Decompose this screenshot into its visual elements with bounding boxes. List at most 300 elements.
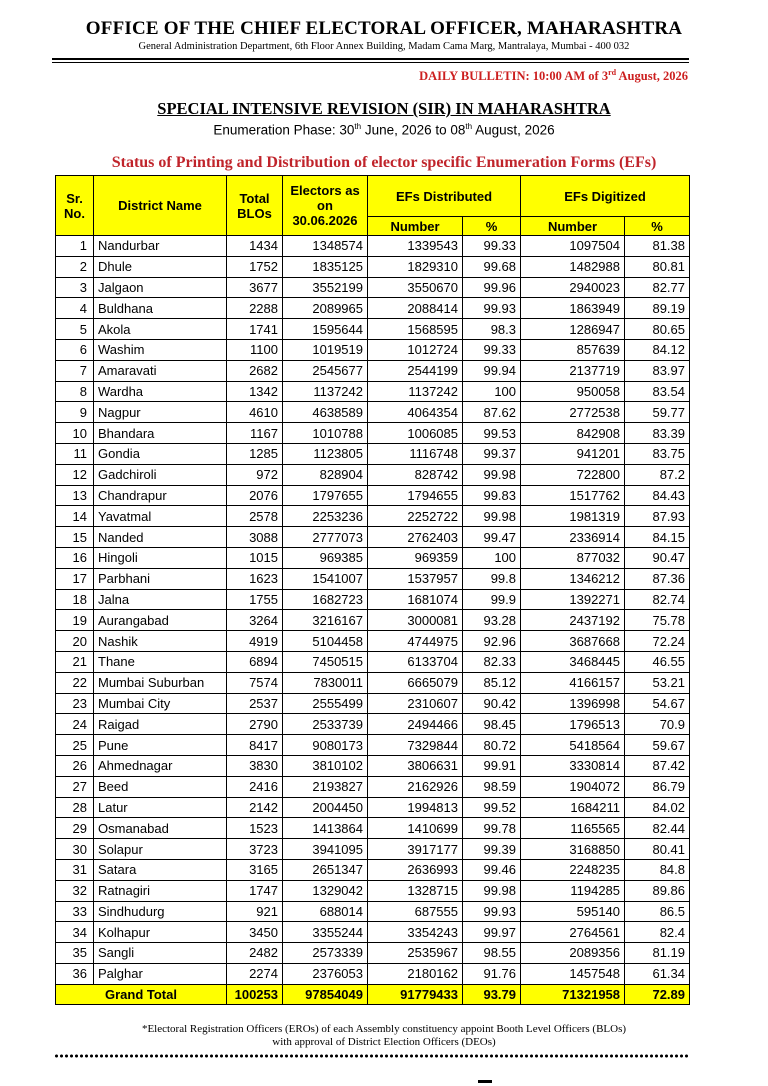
- row-digitized-number: 1457548: [521, 963, 625, 984]
- row-digitized-number: 1517762: [521, 485, 625, 506]
- row-total-blos: 2288: [227, 298, 283, 319]
- table-row: [56, 818, 690, 839]
- row-sr-no: 18: [56, 589, 94, 610]
- row-digitized-percent: 59.67: [625, 735, 690, 756]
- table-row: [56, 256, 690, 277]
- grand-total-digitized-percent: 72.89: [625, 984, 690, 1005]
- row-district: Sangli: [94, 943, 227, 964]
- row-distributed-percent: 99.98: [463, 506, 521, 527]
- row-digitized-number: 595140: [521, 901, 625, 922]
- row-digitized-number: 5418564: [521, 735, 625, 756]
- office-address: General Administration Department, 6th Floor Annex Building, Madam Cama Marg, Mantralaya, Mumbai - 400 032: [138, 41, 630, 52]
- row-distributed-number: 2494466: [368, 714, 463, 735]
- row-total-blos: 1741: [227, 319, 283, 340]
- row-distributed-number: 1012724: [368, 339, 463, 360]
- row-distributed-number: 828742: [368, 464, 463, 485]
- row-distributed-percent: 80.72: [463, 735, 521, 756]
- row-electors: 1682723: [283, 589, 368, 610]
- col-header-electors: Electors as on 30.06.2026: [283, 176, 368, 236]
- row-distributed-percent: 99.93: [463, 298, 521, 319]
- row-district: Chandrapur: [94, 485, 227, 506]
- row-sr-no: 30: [56, 839, 94, 860]
- row-district: Sindhudurg: [94, 901, 227, 922]
- row-district: Nagpur: [94, 402, 227, 423]
- row-electors: 1010788: [283, 423, 368, 444]
- table-row: [56, 547, 690, 568]
- row-distributed-number: 2535967: [368, 943, 463, 964]
- row-digitized-percent: 80.41: [625, 839, 690, 860]
- row-total-blos: 6894: [227, 651, 283, 672]
- row-digitized-number: 1286947: [521, 319, 625, 340]
- row-distributed-percent: 98.3: [463, 319, 521, 340]
- row-district: Kolhapur: [94, 922, 227, 943]
- row-total-blos: 3450: [227, 922, 283, 943]
- row-district: Parbhani: [94, 568, 227, 589]
- table-row: [56, 339, 690, 360]
- table-row: [56, 277, 690, 298]
- row-total-blos: 1015: [227, 547, 283, 568]
- row-distributed-number: 3550670: [368, 277, 463, 298]
- row-electors: 7830011: [283, 672, 368, 693]
- row-total-blos: 2416: [227, 776, 283, 797]
- row-electors: 2777073: [283, 527, 368, 548]
- row-distributed-percent: 99.53: [463, 423, 521, 444]
- row-digitized-percent: 80.81: [625, 256, 690, 277]
- row-digitized-percent: 81.38: [625, 236, 690, 257]
- row-digitized-percent: 84.15: [625, 527, 690, 548]
- row-digitized-number: 1346212: [521, 568, 625, 589]
- row-digitized-percent: 86.79: [625, 776, 690, 797]
- row-total-blos: 972: [227, 464, 283, 485]
- row-district: Akola: [94, 319, 227, 340]
- row-sr-no: 16: [56, 547, 94, 568]
- row-distributed-number: 1537957: [368, 568, 463, 589]
- row-total-blos: 2142: [227, 797, 283, 818]
- row-total-blos: 2537: [227, 693, 283, 714]
- row-digitized-number: 2089356: [521, 943, 625, 964]
- row-distributed-percent: 91.76: [463, 963, 521, 984]
- row-electors: 2089965: [283, 298, 368, 319]
- col-header-district: District Name: [94, 176, 227, 236]
- row-distributed-number: 2252722: [368, 506, 463, 527]
- row-sr-no: 21: [56, 651, 94, 672]
- table-row: [56, 506, 690, 527]
- table-row: [56, 901, 690, 922]
- row-digitized-percent: 84.43: [625, 485, 690, 506]
- row-total-blos: 2076: [227, 485, 283, 506]
- row-electors: 1348574: [283, 236, 368, 257]
- row-distributed-percent: 87.62: [463, 402, 521, 423]
- row-digitized-percent: 82.44: [625, 818, 690, 839]
- row-sr-no: 25: [56, 735, 94, 756]
- row-electors: 3216167: [283, 610, 368, 631]
- row-sr-no: 11: [56, 443, 94, 464]
- table-row: [56, 735, 690, 756]
- row-digitized-number: 2772538: [521, 402, 625, 423]
- row-electors: 1137242: [283, 381, 368, 402]
- row-distributed-number: 1794655: [368, 485, 463, 506]
- row-distributed-number: 1339543: [368, 236, 463, 257]
- row-digitized-number: 722800: [521, 464, 625, 485]
- row-sr-no: 22: [56, 672, 94, 693]
- row-sr-no: 10: [56, 423, 94, 444]
- row-sr-no: 4: [56, 298, 94, 319]
- row-distributed-percent: 99.78: [463, 818, 521, 839]
- table-row: [56, 963, 690, 984]
- row-distributed-percent: 99.37: [463, 443, 521, 464]
- row-sr-no: 35: [56, 943, 94, 964]
- row-digitized-number: 1904072: [521, 776, 625, 797]
- row-digitized-percent: 53.21: [625, 672, 690, 693]
- table-row: [56, 943, 690, 964]
- row-digitized-number: 2764561: [521, 922, 625, 943]
- row-sr-no: 13: [56, 485, 94, 506]
- header-rule-thin: [52, 62, 689, 63]
- row-total-blos: 1752: [227, 256, 283, 277]
- row-total-blos: 1523: [227, 818, 283, 839]
- col-header-efs-digitized: EFs Digitized: [521, 176, 690, 217]
- row-digitized-number: 1863949: [521, 298, 625, 319]
- row-total-blos: 2274: [227, 963, 283, 984]
- row-distributed-percent: 99.47: [463, 527, 521, 548]
- row-distributed-number: 3000081: [368, 610, 463, 631]
- row-distributed-number: 3917177: [368, 839, 463, 860]
- grand-total-blos: 100253: [227, 984, 283, 1005]
- row-electors: 7450515: [283, 651, 368, 672]
- row-digitized-percent: 81.19: [625, 943, 690, 964]
- row-digitized-percent: 70.9: [625, 714, 690, 735]
- row-electors: 3941095: [283, 839, 368, 860]
- row-digitized-number: 3330814: [521, 755, 625, 776]
- row-sr-no: 24: [56, 714, 94, 735]
- row-distributed-number: 1994813: [368, 797, 463, 818]
- row-digitized-percent: 84.02: [625, 797, 690, 818]
- office-title: OFFICE OF THE CHIEF ELECTORAL OFFICER, MAHARASHTRA: [85, 18, 683, 39]
- row-electors: 3355244: [283, 922, 368, 943]
- col-header-digitized-percent: %: [625, 217, 690, 236]
- row-district: Ahmednagar: [94, 755, 227, 776]
- row-digitized-number: 1392271: [521, 589, 625, 610]
- row-district: Jalgaon: [94, 277, 227, 298]
- row-sr-no: 9: [56, 402, 94, 423]
- row-distributed-percent: 99.83: [463, 485, 521, 506]
- row-distributed-percent: 99.9: [463, 589, 521, 610]
- row-total-blos: 4919: [227, 631, 283, 652]
- row-distributed-number: 3354243: [368, 922, 463, 943]
- row-digitized-percent: 87.2: [625, 464, 690, 485]
- row-distributed-percent: 99.97: [463, 922, 521, 943]
- table-row: [56, 527, 690, 548]
- table-row: [56, 693, 690, 714]
- row-distributed-percent: 99.93: [463, 901, 521, 922]
- table-row: [56, 236, 690, 257]
- row-total-blos: 3165: [227, 859, 283, 880]
- col-header-distributed-percent: %: [463, 217, 521, 236]
- row-total-blos: 3264: [227, 610, 283, 631]
- row-district: Gadchiroli: [94, 464, 227, 485]
- row-total-blos: 1747: [227, 880, 283, 901]
- row-district: Buldhana: [94, 298, 227, 319]
- row-total-blos: 4610: [227, 402, 283, 423]
- row-total-blos: 8417: [227, 735, 283, 756]
- row-district: Nashik: [94, 631, 227, 652]
- row-distributed-percent: 99.39: [463, 839, 521, 860]
- col-header-digitized-number: Number: [521, 217, 625, 236]
- row-electors: 1019519: [283, 339, 368, 360]
- table-row: [56, 589, 690, 610]
- row-distributed-number: 2762403: [368, 527, 463, 548]
- row-district: Dhule: [94, 256, 227, 277]
- daily-bulletin: DAILY BULLETIN: 10:00 AM of 3rd August, 2026: [419, 68, 688, 84]
- row-distributed-number: 969359: [368, 547, 463, 568]
- row-sr-no: 5: [56, 319, 94, 340]
- row-electors: 828904: [283, 464, 368, 485]
- row-digitized-percent: 90.47: [625, 547, 690, 568]
- row-distributed-number: 7329844: [368, 735, 463, 756]
- row-district: Palghar: [94, 963, 227, 984]
- row-distributed-number: 4744975: [368, 631, 463, 652]
- row-district: Nandurbar: [94, 236, 227, 257]
- row-electors: 1595644: [283, 319, 368, 340]
- row-distributed-number: 1328715: [368, 880, 463, 901]
- table-row: [56, 485, 690, 506]
- row-district: Mumbai City: [94, 693, 227, 714]
- row-district: Pune: [94, 735, 227, 756]
- row-district: Beed: [94, 776, 227, 797]
- row-digitized-percent: 82.4: [625, 922, 690, 943]
- row-sr-no: 19: [56, 610, 94, 631]
- row-total-blos: 1434: [227, 236, 283, 257]
- row-distributed-percent: 98.55: [463, 943, 521, 964]
- row-digitized-number: 2940023: [521, 277, 625, 298]
- row-distributed-percent: 99.33: [463, 339, 521, 360]
- row-sr-no: 23: [56, 693, 94, 714]
- row-sr-no: 26: [56, 755, 94, 776]
- grand-total-row: [56, 984, 690, 1005]
- row-sr-no: 12: [56, 464, 94, 485]
- footnote-line-2: with approval of District Election Officers (DEOs): [272, 1036, 496, 1048]
- table-row: [56, 360, 690, 381]
- row-electors: 2573339: [283, 943, 368, 964]
- table-row: [56, 443, 690, 464]
- row-district: Thane: [94, 651, 227, 672]
- table-body: [56, 236, 690, 985]
- row-electors: 1123805: [283, 443, 368, 464]
- row-electors: 1329042: [283, 880, 368, 901]
- row-total-blos: 7574: [227, 672, 283, 693]
- row-sr-no: 6: [56, 339, 94, 360]
- table-row: [56, 298, 690, 319]
- row-electors: 2004450: [283, 797, 368, 818]
- row-digitized-percent: 80.65: [625, 319, 690, 340]
- row-electors: 1835125: [283, 256, 368, 277]
- district-status-table: [55, 175, 690, 1005]
- row-digitized-percent: 61.34: [625, 963, 690, 984]
- row-digitized-number: 1396998: [521, 693, 625, 714]
- row-digitized-percent: 54.67: [625, 693, 690, 714]
- row-total-blos: 3723: [227, 839, 283, 860]
- row-distributed-percent: 93.28: [463, 610, 521, 631]
- table-row: [56, 402, 690, 423]
- row-sr-no: 27: [56, 776, 94, 797]
- row-district: Nanded: [94, 527, 227, 548]
- row-digitized-percent: 46.55: [625, 651, 690, 672]
- row-digitized-number: 4166157: [521, 672, 625, 693]
- row-distributed-number: 687555: [368, 901, 463, 922]
- row-sr-no: 3: [56, 277, 94, 298]
- sir-title: SPECIAL INTENSIVE REVISION (SIR) IN MAHARASHTRA: [157, 99, 611, 118]
- row-digitized-number: 2336914: [521, 527, 625, 548]
- row-digitized-number: 1165565: [521, 818, 625, 839]
- row-digitized-percent: 83.97: [625, 360, 690, 381]
- row-distributed-number: 1410699: [368, 818, 463, 839]
- row-electors: 5104458: [283, 631, 368, 652]
- row-electors: 2376053: [283, 963, 368, 984]
- row-district: Yavatmal: [94, 506, 227, 527]
- row-digitized-number: 2437192: [521, 610, 625, 631]
- footnote: [0, 1023, 768, 1049]
- row-electors: 4638589: [283, 402, 368, 423]
- row-distributed-number: 3806631: [368, 755, 463, 776]
- row-total-blos: 1623: [227, 568, 283, 589]
- row-district: Gondia: [94, 443, 227, 464]
- row-total-blos: 1167: [227, 423, 283, 444]
- col-header-efs-distributed: EFs Distributed: [368, 176, 521, 217]
- row-distributed-number: 1006085: [368, 423, 463, 444]
- row-electors: 2533739: [283, 714, 368, 735]
- row-sr-no: 28: [56, 797, 94, 818]
- row-sr-no: 15: [56, 527, 94, 548]
- row-total-blos: 1285: [227, 443, 283, 464]
- row-total-blos: 1100: [227, 339, 283, 360]
- page-edge-mark: [478, 1080, 492, 1083]
- row-electors: 3552199: [283, 277, 368, 298]
- row-sr-no: 17: [56, 568, 94, 589]
- row-electors: 1413864: [283, 818, 368, 839]
- row-district: Bhandara: [94, 423, 227, 444]
- row-distributed-percent: 99.91: [463, 755, 521, 776]
- row-digitized-percent: 83.54: [625, 381, 690, 402]
- grand-total-electors: 97854049: [283, 984, 368, 1005]
- row-sr-no: 31: [56, 859, 94, 880]
- row-electors: 2253236: [283, 506, 368, 527]
- row-total-blos: 2790: [227, 714, 283, 735]
- row-distributed-number: 2544199: [368, 360, 463, 381]
- row-electors: 1541007: [283, 568, 368, 589]
- row-distributed-percent: 98.59: [463, 776, 521, 797]
- row-distributed-number: 1568595: [368, 319, 463, 340]
- row-distributed-percent: 99.94: [463, 360, 521, 381]
- row-digitized-number: 941201: [521, 443, 625, 464]
- dotted-divider: [54, 1054, 689, 1058]
- table-row: [56, 464, 690, 485]
- table-row: [56, 797, 690, 818]
- row-distributed-percent: 99.98: [463, 880, 521, 901]
- col-header-sr-no: Sr. No.: [56, 176, 94, 236]
- row-sr-no: 8: [56, 381, 94, 402]
- row-total-blos: 2482: [227, 943, 283, 964]
- row-district: Aurangabad: [94, 610, 227, 631]
- row-district: Solapur: [94, 839, 227, 860]
- row-electors: 2193827: [283, 776, 368, 797]
- row-distributed-number: 2180162: [368, 963, 463, 984]
- row-digitized-number: 1684211: [521, 797, 625, 818]
- row-electors: 9080173: [283, 735, 368, 756]
- row-district: Mumbai Suburban: [94, 672, 227, 693]
- row-sr-no: 32: [56, 880, 94, 901]
- row-total-blos: 1342: [227, 381, 283, 402]
- row-total-blos: 2578: [227, 506, 283, 527]
- table-row: [56, 776, 690, 797]
- row-district: Raigad: [94, 714, 227, 735]
- row-digitized-percent: 86.5: [625, 901, 690, 922]
- table-row: [56, 423, 690, 444]
- row-distributed-percent: 100: [463, 547, 521, 568]
- row-distributed-number: 1829310: [368, 256, 463, 277]
- row-distributed-percent: 99.46: [463, 859, 521, 880]
- row-sr-no: 36: [56, 963, 94, 984]
- grand-total-distributed-percent: 93.79: [463, 984, 521, 1005]
- grand-total-label: Grand Total: [56, 984, 227, 1005]
- grand-total-digitized-number: 71321958: [521, 984, 625, 1005]
- row-total-blos: 2682: [227, 360, 283, 381]
- status-title: Status of Printing and Distribution of elector specific Enumeration Forms (EFs): [111, 154, 657, 171]
- row-distributed-percent: 85.12: [463, 672, 521, 693]
- row-digitized-percent: 89.19: [625, 298, 690, 319]
- row-digitized-number: 1796513: [521, 714, 625, 735]
- row-digitized-percent: 83.75: [625, 443, 690, 464]
- row-digitized-percent: 83.39: [625, 423, 690, 444]
- row-distributed-percent: 99.96: [463, 277, 521, 298]
- row-digitized-number: 1981319: [521, 506, 625, 527]
- row-distributed-number: 1137242: [368, 381, 463, 402]
- row-distributed-percent: 98.45: [463, 714, 521, 735]
- row-distributed-number: 2162926: [368, 776, 463, 797]
- row-digitized-number: 877032: [521, 547, 625, 568]
- row-district: Wardha: [94, 381, 227, 402]
- row-distributed-number: 6665079: [368, 672, 463, 693]
- row-distributed-number: 1681074: [368, 589, 463, 610]
- row-sr-no: 34: [56, 922, 94, 943]
- row-digitized-number: 3468445: [521, 651, 625, 672]
- row-district: Latur: [94, 797, 227, 818]
- row-digitized-percent: 89.86: [625, 880, 690, 901]
- row-electors: 2651347: [283, 859, 368, 880]
- table-row: [56, 672, 690, 693]
- row-distributed-percent: 99.8: [463, 568, 521, 589]
- row-digitized-number: 3168850: [521, 839, 625, 860]
- row-district: Osmanabad: [94, 818, 227, 839]
- table-row: [56, 839, 690, 860]
- table-row: [56, 651, 690, 672]
- row-electors: 2545677: [283, 360, 368, 381]
- row-total-blos: 921: [227, 901, 283, 922]
- row-electors: 1797655: [283, 485, 368, 506]
- row-digitized-percent: 87.93: [625, 506, 690, 527]
- row-electors: 2555499: [283, 693, 368, 714]
- row-digitized-percent: 75.78: [625, 610, 690, 631]
- row-sr-no: 2: [56, 256, 94, 277]
- header-rule: [52, 58, 689, 60]
- row-digitized-number: 842908: [521, 423, 625, 444]
- row-sr-no: 7: [56, 360, 94, 381]
- row-district: Satara: [94, 859, 227, 880]
- row-digitized-percent: 87.36: [625, 568, 690, 589]
- table-row: [56, 880, 690, 901]
- row-digitized-number: 3687668: [521, 631, 625, 652]
- table-row: [56, 319, 690, 340]
- row-distributed-number: 6133704: [368, 651, 463, 672]
